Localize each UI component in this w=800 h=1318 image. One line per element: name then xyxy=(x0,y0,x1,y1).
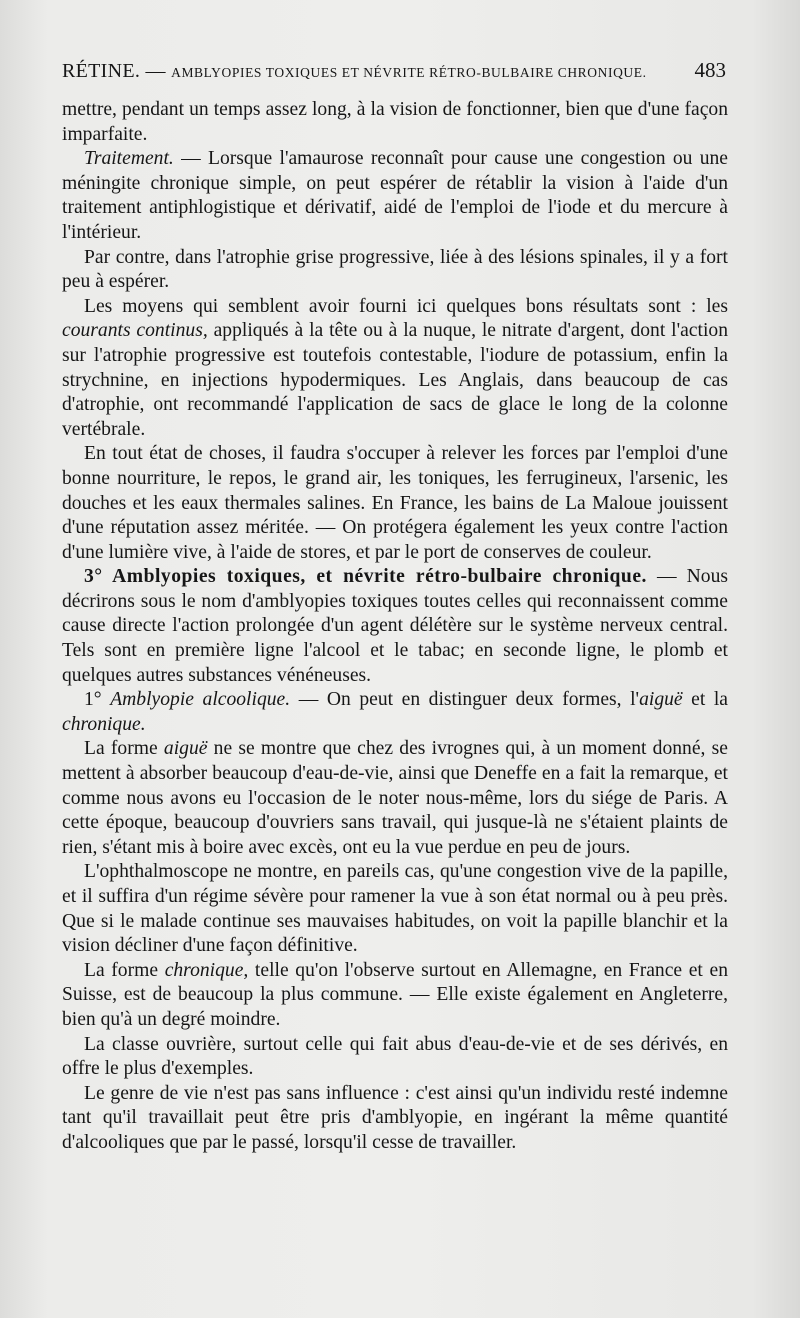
header-title xyxy=(62,60,647,83)
paragraph-etat: En tout état de choses, il faudra s'occuper à relever les forces par l'emploi d'une bonne nourriture, le repos, le grand air, les toniques, les ferrugineux, l'arsenic, les douches et les eaux thermales salines. En France, les bains de La Maloue jouissent d'une réputation assez méritée. — On protégera également les yeux contre l'action d'une lumière vive, à l'aide de stores, et par le port de conserves de couleur. xyxy=(62,443,728,563)
paragraph-moyens: Les moyens qui semblent avoir fourni ici quelques bons résultats sont : les courants continus, appliqués à la tête ou à la nuque, le nitrate d'argent, dont l'action sur l'atrophie progressive est toutefois contestable, l'iodure de potassium, enfin la strychnine, en injections hypodermiques. Les Anglais, dans beaucoup de cas d'atrophie, ont recommandé l'application de sacs de glace le long de la colonne vertébrale. xyxy=(62,295,728,440)
header-dash: — xyxy=(140,60,172,82)
running-header xyxy=(62,58,726,83)
paragraph-amblyopies: 3° Amblyopies toxiques, et névrite rétro-bulbaire chronique. — Nous décrirons sous le nom d'amblyopies toxiques toutes celles qui reconnaissent comme cause directe l'action prolongée d'un agent délétère sur le système nerveux central. Tels sont en première ligne l'alcool et le tabac; en seconde ligne, le plomb et quelques autres substances vénéneuses. xyxy=(62,566,728,686)
paragraph-alcoolique: 1° Amblyopie alcoolique. — On peut en distinguer deux formes, l'aiguë et la chronique. xyxy=(62,689,728,735)
paragraph-1: mettre, pendant un temps assez long, à la vision de fonctionner, bien que d'une façon imparfaite. xyxy=(62,99,728,145)
section-heading-amblyopies: 3° Amblyopies toxiques, et névrite rétro-bulbaire chronique. xyxy=(84,566,647,588)
paragraph-forme-aigue: La forme aiguë ne se montre que chez des ivrognes qui, à un moment donné, se mettent à absorber beaucoup d'eau-de-vie, ainsi que Deneffe en a fait la remarque, et comme nous avons eu l'occasion de le noter nous-même, lors du siége de Paris. A cette époque, beaucoup d'ouvriers sans travail, qui jusque-là ne s'étaient plaints de rien, s'étant mis à boire avec excès, ont eu la vue perdue en peu de jours. xyxy=(62,738,728,858)
page-body xyxy=(62,98,728,1156)
paragraph-atrophie: Par contre, dans l'atrophie grise progressive, liée à des lésions spinales, il y a fort peu à espérer. xyxy=(62,246,728,293)
subheading-alcoolique: Amblyopie alcoolique. xyxy=(110,689,291,711)
paragraph-ophthalmoscope: L'ophthalmoscope ne montre, en pareils cas, qu'une congestion vive de la papille, et il suffira d'un régime sévère pour ramener la vue à son état normal ou à peu près. Que si le malade continue ses mauvaises habitudes, on voit la papille blanchir et la vision décliner d'une façon définitive. xyxy=(62,861,728,957)
paragraph-classe-ouvriere: La classe ouvrière, surtout celle qui fait abus d'eau-de-vie et de ses dérivés, en offre le plus d'exemples. xyxy=(62,1033,728,1080)
paragraph-genre-de-vie: Le genre de vie n'est pas sans influence : c'est ainsi qu'un individu resté indemne tant qu'il travaillait peut être pris d'amblyopie, en ingérant la même quantité d'alcooliques que par le passé, lorsqu'il cesse de travailler. xyxy=(62,1082,728,1153)
heading-traitement: Traitement. xyxy=(84,148,174,170)
header-section: AMBLYOPIES TOXIQUES ET NÉVRITE RÉTRO-BULBAIRE CHRONIQUE. xyxy=(171,65,647,80)
header-chapter: RÉTINE. xyxy=(62,60,141,82)
page-number: 483 xyxy=(694,58,726,82)
paragraph-forme-chronique: La forme chronique, telle qu'on l'observe surtout en Allemagne, en France et en Suisse, est de beaucoup la plus commune. — Elle existe également en Angleterre, bien qu'à un degré moindre. xyxy=(62,959,728,1030)
paragraph-traitement: Traitement. — Lorsque l'amaurose reconnaît pour cause une congestion ou une méningite chronique simple, on peut espérer de rétablir la vision à l'aide d'un traitement antiphlogistique et dérivatif, aidé de l'emploi de l'iode et du mercure à l'intérieur. xyxy=(62,148,728,243)
